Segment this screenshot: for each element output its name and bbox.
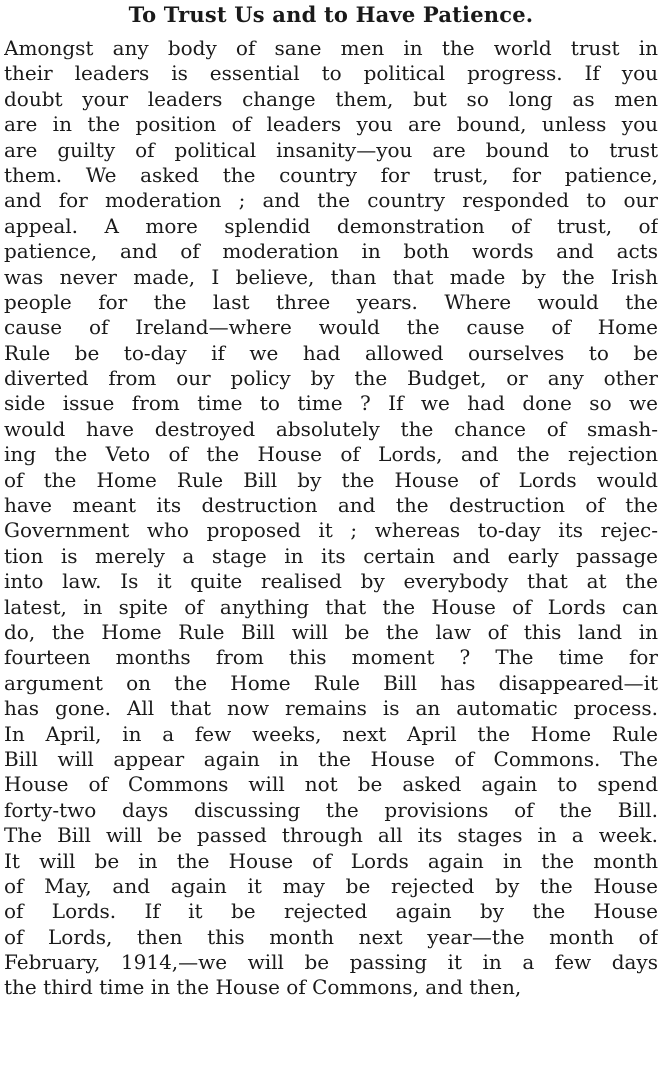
text-line: The Bill will be passed through all its stages in a week. [4, 823, 658, 848]
text-line: are in the position of leaders you are bound, unless you [4, 112, 658, 137]
text-line: people for the last three years. Where would the [4, 289, 658, 314]
text-line: of Lords, then this month next year—the month of [4, 924, 658, 949]
text-line: latest, in spite of anything that the House of Lords can [4, 594, 658, 619]
text-line: the third time in the House of Commons, and then, [4, 975, 522, 1000]
text-line: and for moderation ; and the country responded to our [4, 188, 658, 213]
text-line: ing the Veto of the House of Lords, and the rejection [4, 442, 658, 467]
text-line: into law. Is it quite realised by everybody that at the [4, 569, 658, 594]
text-line: are guilty of political insanity—you are bound to trust [4, 137, 658, 162]
text-line: argument on the Home Rule Bill has disappeared—it [4, 670, 658, 695]
text-line: cause of Ireland—where would the cause of Home [4, 315, 658, 340]
text-line: In April, in a few weeks, next April the Home Rule [4, 721, 658, 746]
text-line: House of Commons will not be asked again to spend [4, 772, 658, 797]
text-line: tion is merely a stage in its certain and early passage [4, 543, 658, 568]
text-line: doubt your leaders change them, but so long as men [4, 86, 658, 111]
text-line: of the Home Rule Bill by the House of Lords would [4, 467, 658, 492]
text-line: them. We asked the country for trust, for patience, [4, 162, 658, 187]
text-line: forty-two days discussing the provisions of the Bill. [4, 797, 658, 822]
text-line: has gone. All that now remains is an automatic process. [4, 696, 658, 721]
text-line: was never made, I believe, than that made by the Irish [4, 264, 658, 289]
text-line: It will be in the House of Lords again in the month [4, 848, 658, 873]
document-body [4, 36, 658, 1001]
text-line: Rule be to-day if we had allowed ourselves to be [4, 340, 658, 365]
text-line: side issue from time to time ? If we had done so we [4, 391, 658, 416]
text-line: have meant its destruction and the destruction of the [4, 493, 658, 518]
text-line: Government who proposed it ; whereas to-day its rejec- [4, 518, 658, 543]
text-line: diverted from our policy by the Budget, or any other [4, 366, 658, 391]
text-line: their leaders is essential to political progress. If you [4, 61, 658, 86]
document-title: To Trust Us and to Have Patience. [128, 2, 534, 27]
text-line: would have destroyed absolutely the chance of smash- [4, 416, 658, 441]
text-line: do, the Home Rule Bill will be the law of this land in [4, 619, 658, 644]
text-line: February, 1914,—we will be passing it in a few days [4, 950, 658, 975]
text-line: of May, and again it may be rejected by the House [4, 873, 658, 898]
text-line: of Lords. If it be rejected again by the House [4, 899, 658, 924]
text-line: Amongst any body of sane men in the world trust in [4, 36, 658, 60]
text-line: fourteen months from this moment ? The time for [4, 645, 658, 670]
text-line: Bill will appear again in the House of Commons. The [4, 746, 658, 771]
text-line: appeal. A more splendid demonstration of trust, of [4, 213, 658, 238]
text-line: patience, and of moderation in both words and acts [4, 239, 658, 264]
